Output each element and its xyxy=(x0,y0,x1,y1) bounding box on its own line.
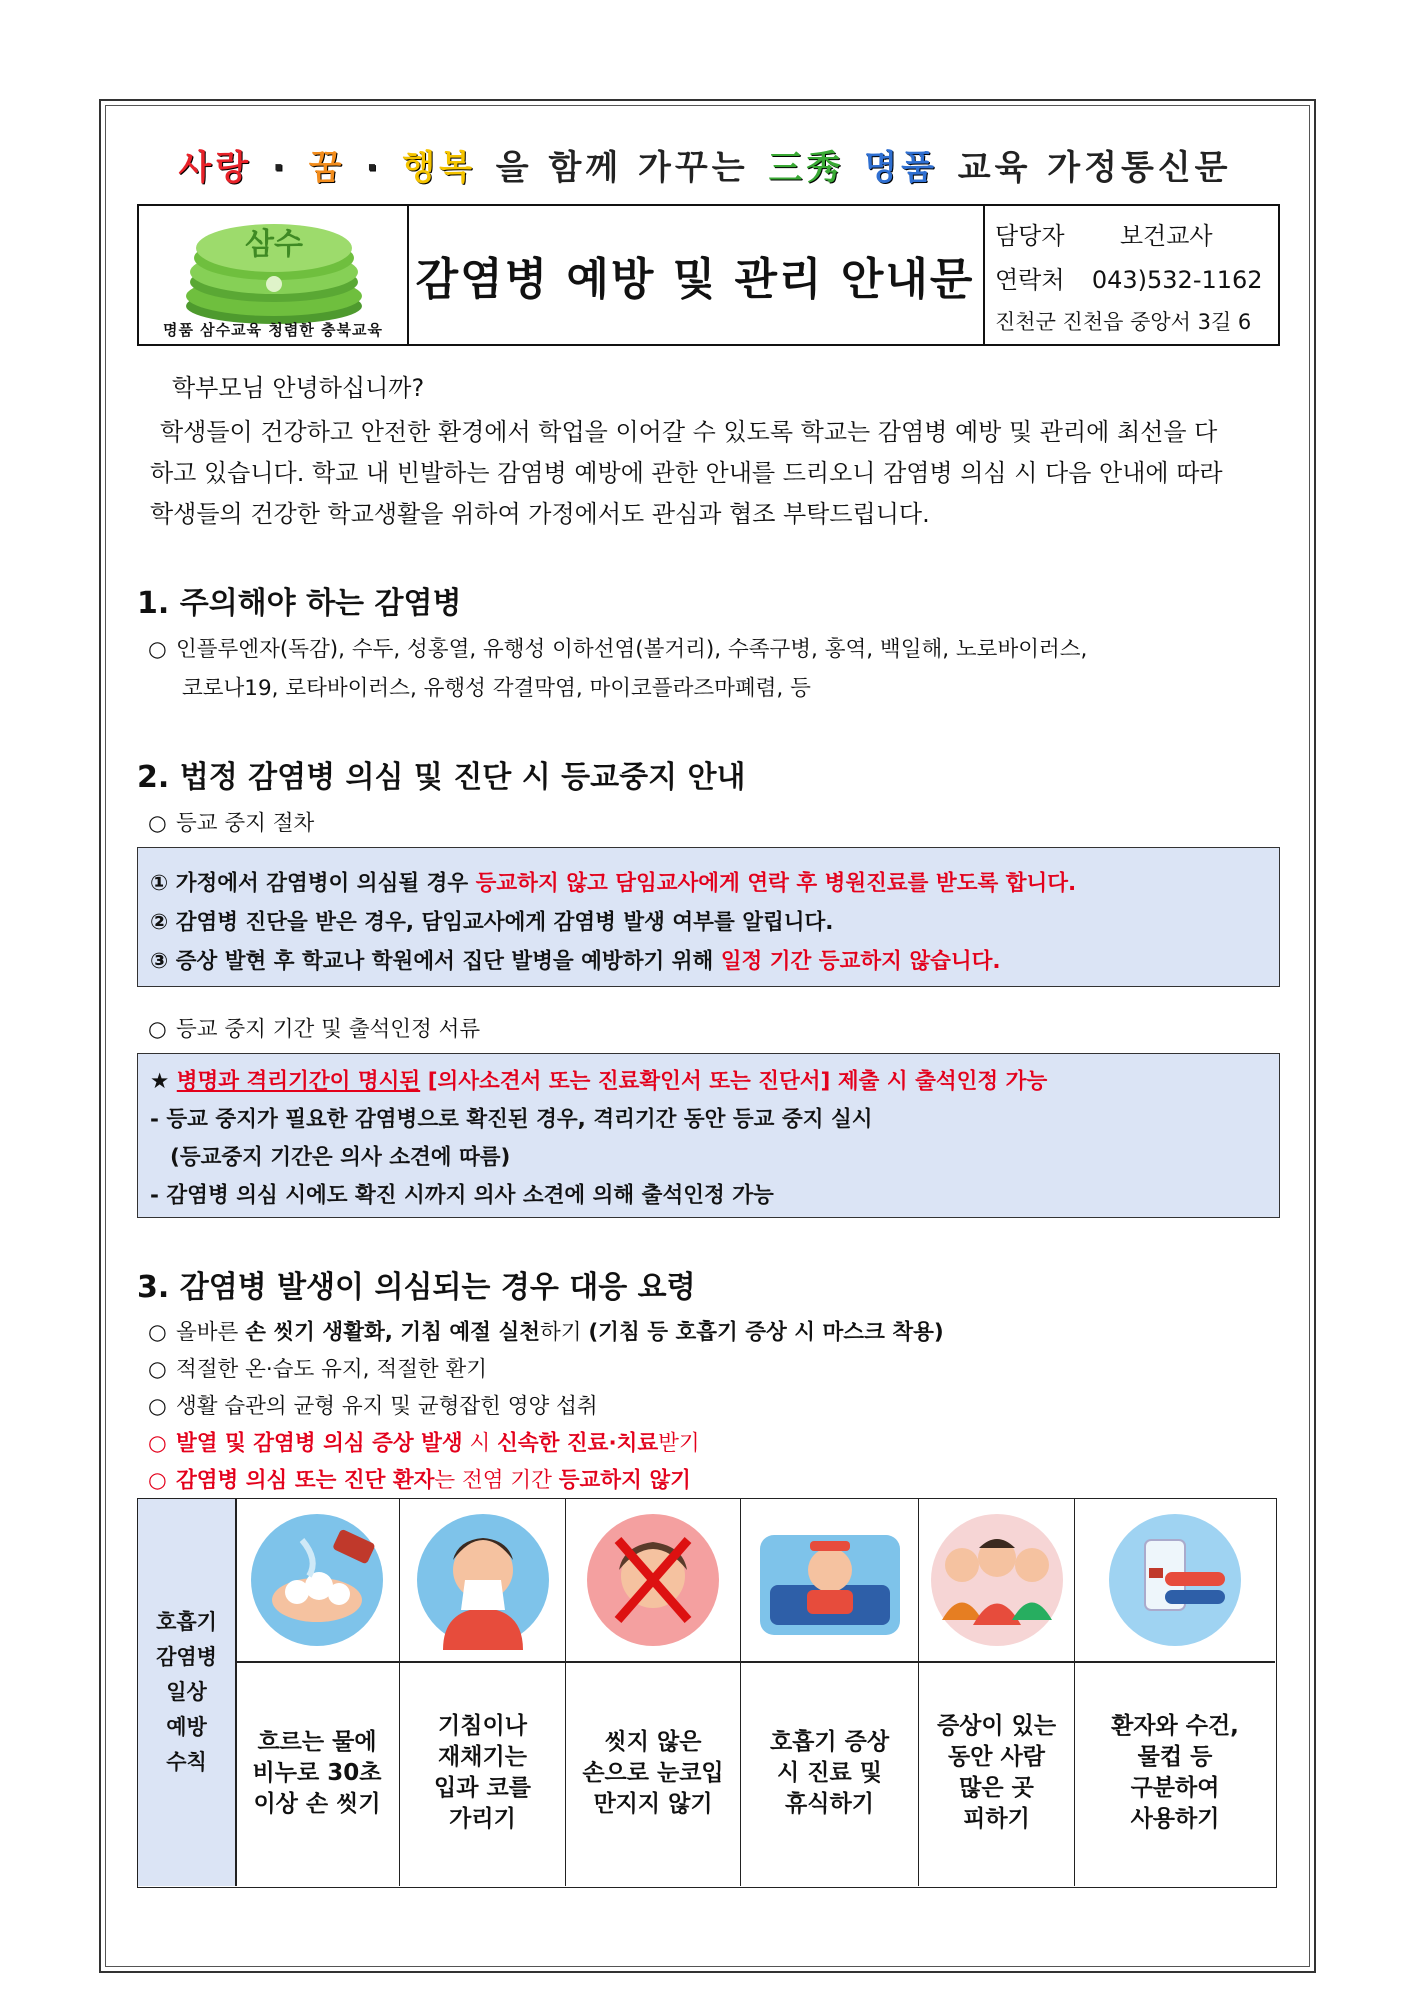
banner-part: 꿈 xyxy=(308,148,346,188)
prevention-picture xyxy=(566,1499,740,1663)
bullet-text-red-bold: 감염병 의심 또는 진단 환자 xyxy=(176,1468,435,1493)
intro-greeting: 학부모님 안녕하십니까? xyxy=(172,374,425,402)
section-heading: 2. 법정 감염병 의심 및 진단 시 등교중지 안내 xyxy=(137,760,746,795)
prevention-column xyxy=(400,1499,566,1886)
prevention-picture xyxy=(235,1499,399,1663)
handwash-icon xyxy=(247,1510,387,1650)
logo-text: 삼수 xyxy=(245,227,303,262)
prevention-text: 기침이나 재채기는 입과 코를 가리기 xyxy=(434,1713,531,1832)
prevention-text: 환자와 수건, 물컵 등 구분하여 사용하기 xyxy=(1111,1713,1239,1832)
banner-part: · xyxy=(272,148,289,188)
bullet-mark: ○ xyxy=(148,1017,167,1042)
bullet-text: 올바른 xyxy=(176,1320,246,1345)
contact-info xyxy=(985,206,1278,344)
logo-cell xyxy=(139,206,409,344)
step-text: ① 가정에서 감염병이 의심될 경우 xyxy=(150,871,476,896)
prevention-picture xyxy=(400,1499,565,1663)
bullet-text-red-bold: 등교하지 않기 xyxy=(558,1468,691,1493)
bullet-text: 생활 습관의 균형 유지 및 균형잡힌 영양 섭취 xyxy=(176,1394,598,1419)
phone-row xyxy=(995,260,1263,295)
attendance-line xyxy=(150,1064,1047,1095)
bullet-item xyxy=(148,1352,487,1383)
prevention-column xyxy=(919,1499,1075,1886)
prevention-picture xyxy=(919,1499,1074,1663)
bullet-text: 하기 xyxy=(539,1320,589,1345)
prevention-picture xyxy=(1075,1499,1275,1663)
contact-label: 담당자 xyxy=(995,222,1065,250)
intro-line: 하고 있습니다. 학교 내 빈발하는 감염병 예방에 관한 안내를 드리오니 감염병 의심 시 다음 안내에 따라 xyxy=(150,459,1223,487)
bullet-item xyxy=(148,806,314,837)
bullet-text-red-bold: 신속한 진료·치료 xyxy=(497,1431,659,1456)
banner-part: 교육 가정통신문 xyxy=(957,148,1232,188)
separate-items-icon xyxy=(1105,1510,1245,1650)
prevention-column xyxy=(741,1499,919,1886)
bullet-item xyxy=(148,1389,598,1420)
header-table xyxy=(137,204,1280,346)
contact-row xyxy=(995,216,1213,251)
prevention-text: 씻지 않은 손으로 눈코입 만지지 않기 xyxy=(582,1728,724,1817)
phone-value: 043)532-1162 xyxy=(1091,266,1263,294)
star-mark: ★ xyxy=(150,1069,177,1094)
prevention-text: 흐르는 물에 비누로 30초 이상 손 씻기 xyxy=(252,1728,382,1817)
banner-part: 명품 xyxy=(864,148,938,188)
section-heading: 1. 주의해야 하는 감염병 xyxy=(137,586,462,621)
banner-part: 행복 xyxy=(402,148,476,188)
disease-list: 인플루엔자(독감), 수두, 성홍열, 유행성 이하선염(볼거리), 수족구병, 홍역, 백일해, 노로바이러스, xyxy=(176,637,1088,662)
prevention-column xyxy=(1075,1499,1275,1886)
banner-part: · xyxy=(365,148,383,188)
disease-list-cont: 코로나19, 로타바이러스, 유행성 각결막염, 마이코플라즈마폐렴, 등 xyxy=(182,676,811,701)
bullet-text: 적절한 온·습도 유지, 적절한 환기 xyxy=(176,1357,488,1382)
intro-line: 학생들의 건강한 학교생활을 위하여 가정에서도 관심과 협조 부탁드립니다. xyxy=(150,500,930,528)
bullet-mark: ○ xyxy=(148,1394,167,1419)
step-text-red: 일정 기간 등교하지 않습니다. xyxy=(720,949,1001,974)
bullet-text-red: 는 전염 기간 xyxy=(434,1468,559,1493)
bullet-mark: ○ xyxy=(148,811,167,836)
prevention-picture xyxy=(741,1499,918,1663)
banner-part: 사랑 xyxy=(178,148,253,188)
procedure-box xyxy=(137,847,1280,987)
document-title: 감염병 예방 및 관리 안내문 xyxy=(407,206,985,344)
cough-cover-icon xyxy=(413,1510,553,1650)
procedure-step xyxy=(150,866,1076,897)
sub-heading: 등교 중지 기간 및 출석인정 서류 xyxy=(176,1017,481,1042)
address: 진천군 진천읍 중앙서 3길 6 xyxy=(995,310,1252,334)
bullet-item xyxy=(148,1426,700,1457)
logo-caption: 명품 삼수교육 청렴한 충북교육 xyxy=(162,321,384,339)
step-text-red: 등교하지 않고 담임교사에게 연락 후 병원진료를 받도록 합니다. xyxy=(475,871,1077,896)
attendance-highlight: 병명과 격리기간이 명시된 xyxy=(176,1069,421,1094)
bullet-text-bold: (기침 등 호흡기 증상 시 마스크 착용) xyxy=(588,1320,944,1345)
newsletter-banner xyxy=(130,140,1280,196)
procedure-step xyxy=(150,944,1001,975)
bullet-text-red: 받기 xyxy=(658,1431,700,1456)
avoid-crowd-icon xyxy=(927,1510,1067,1650)
table-side-label: 호흡기 감염병 일상 예방 수칙 xyxy=(138,1499,237,1886)
phone-label: 연락처 xyxy=(995,266,1065,294)
attendance-box xyxy=(137,1053,1280,1218)
bullet-item xyxy=(148,1463,691,1494)
bullet-item xyxy=(148,632,1087,663)
prevention-column xyxy=(235,1499,400,1886)
bullet-mark: ○ xyxy=(148,637,167,662)
prevention-table xyxy=(137,1498,1277,1888)
procedure-step: ② 감염병 진단을 받은 경우, 담임교사에게 감염병 발생 여부를 알립니다. xyxy=(150,910,834,935)
rest-icon xyxy=(755,1515,905,1645)
bullet-item xyxy=(148,1012,480,1043)
banner-part: 三秀 xyxy=(768,148,845,188)
bullet-text-red-bold: 발열 및 감염병 의심 증상 발생 xyxy=(176,1431,463,1456)
sub-heading: 등교 중지 절차 xyxy=(176,811,315,836)
prevention-text: 호흡기 증상 시 진료 및 휴식하기 xyxy=(769,1728,890,1817)
prevention-text: 증상이 있는 동안 사람 많은 곳 피하기 xyxy=(936,1713,1057,1832)
bullet-mark: ○ xyxy=(148,1468,167,1493)
attendance-line: - 감염병 의심 시에도 확진 시까지 의사 소견에 의해 출석인정 가능 xyxy=(150,1183,774,1208)
step-text: ③ 증상 발현 후 학교나 학원에서 집단 발병을 예방하기 위해 xyxy=(150,949,721,974)
section-heading: 3. 감염병 발생이 의심되는 경우 대응 요령 xyxy=(137,1270,696,1305)
bullet-mark: ○ xyxy=(148,1431,167,1456)
bullet-mark: ○ xyxy=(148,1357,167,1382)
bullet-item xyxy=(148,1315,944,1346)
no-touch-face-icon xyxy=(583,1510,723,1650)
school-logo-icon xyxy=(179,214,369,329)
bullet-text-red: 시 xyxy=(462,1431,498,1456)
attendance-line: - 등교 중지가 필요한 감염병으로 확진된 경우, 격리기간 동안 등교 중지 실시 xyxy=(150,1107,873,1132)
bullet-text-bold: 손 씻기 생활화, 기침 예절 실천 xyxy=(245,1320,540,1345)
contact-value: 보건교사 xyxy=(1119,222,1213,250)
attendance-red: [의사소견서 또는 진료확인서 또는 진단서] 제출 시 출석인정 가능 xyxy=(420,1069,1048,1094)
intro-line: 학생들이 건강하고 안전한 환경에서 학업을 이어갈 수 있도록 학교는 감염병 예방 및 관리에 최선을 다 xyxy=(160,418,1218,446)
prevention-column xyxy=(566,1499,741,1886)
banner-part: 을 함께 가꾸는 xyxy=(495,148,749,188)
bullet-mark: ○ xyxy=(148,1320,167,1345)
attendance-line: (등교중지 기간은 의사 소견에 따름) xyxy=(170,1145,511,1170)
